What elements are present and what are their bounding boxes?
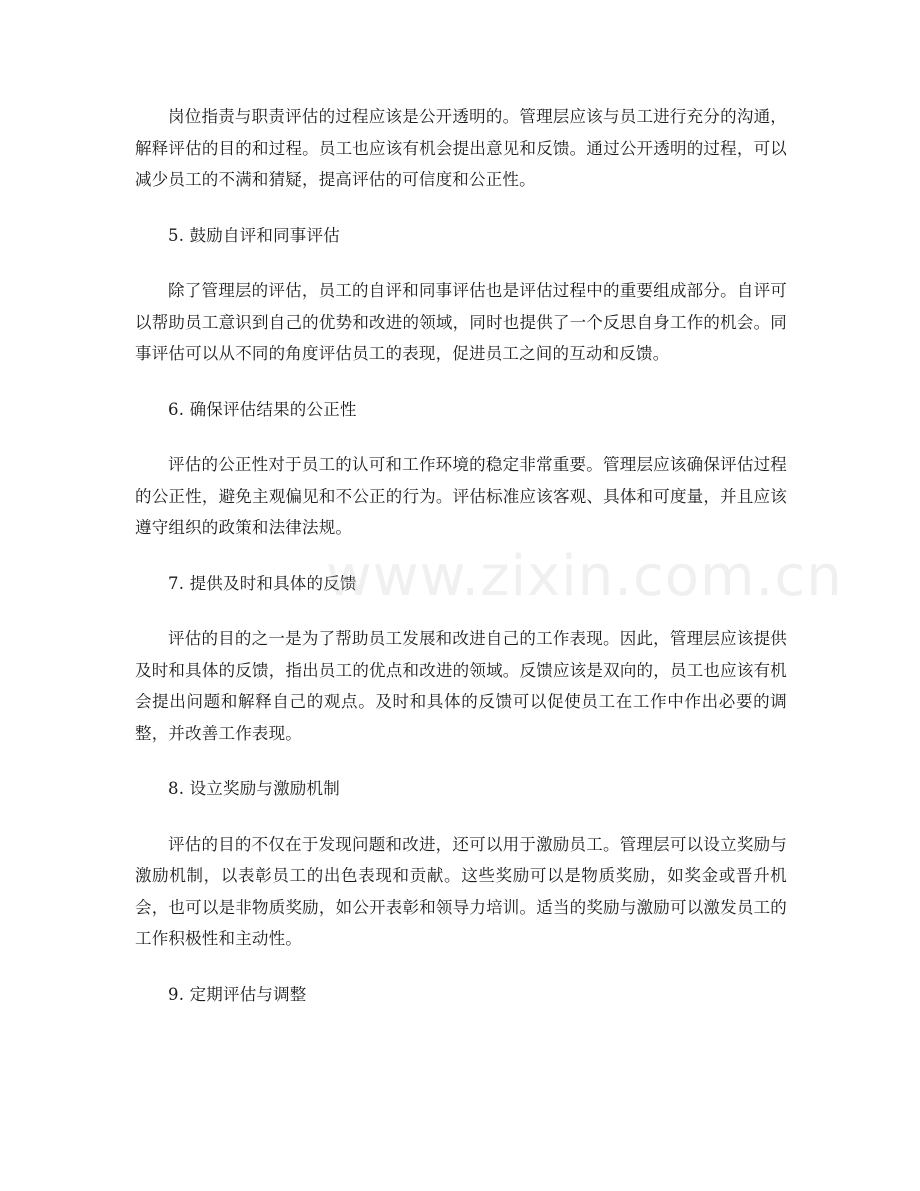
paragraph-transparency: 岗位指责与职责评估的过程应该是公开透明的。管理层应该与员工进行充分的沟通，解释评估的目的和过程。员工也应该有机会提出意见和反馈。通过公开透明的过程，可以减少员工的不满和猜疑，提高评估的可信度和公正性。: [135, 107, 787, 189]
heading-periodic-review: 9. 定期评估与调整: [168, 984, 307, 1004]
paragraph-feedback: 评估的目的之一是为了帮助员工发展和改进自己的工作表现。因此，管理层应该提供及时和具体的反馈，指出员工的优点和改进的领域。反馈应该是双向的，员工也应该有机会提出问题和解释自己的观点。及时和具体的反馈可以促使员工在工作中作出必要的调整，并改善工作表现。: [135, 629, 787, 743]
heading-self-peer-review: 5. 鼓励自评和同事评估: [168, 225, 340, 245]
heading-rewards: 8. 设立奖励与激励机制: [168, 779, 340, 798]
paragraph-rewards: 评估的目的不仅在于发现问题和改进，还可以用于激励员工。管理层可以设立奖励与激励机制，以表彰员工的出色表现和贡献。这些奖励可以是物质奖励，如奖金或晋升机会，也可以是非物质奖励，如公开表彰和领导力培训。适当的奖励与激励可以激发员工的工作积极性和主动性。: [135, 834, 787, 948]
paragraph-self-peer-review: 除了管理层的评估，员工的自评和同事评估也是评估过程中的重要组成部分。自评可以帮助员工意识到自己的优势和改进的领域，同时也提供了一个反思自身工作的机会。同事评估可以从不同的角度评估员工的表现，促进员工之间的互动和反馈。: [135, 281, 787, 363]
paragraph-fairness: 评估的公正性对于员工的认可和工作环境的稳定非常重要。管理层应该确保评估过程的公正性，避免主观偏见和不公正的行为。评估标准应该客观、具体和可度量，并且应该遵守组织的政策和法律法规。: [135, 455, 787, 537]
watermark-text: www.zixin.com.cn: [326, 544, 843, 609]
heading-fairness: 6. 确保评估结果的公正性: [168, 399, 357, 419]
heading-feedback: 7. 提供及时和具体的反馈: [168, 573, 357, 593]
